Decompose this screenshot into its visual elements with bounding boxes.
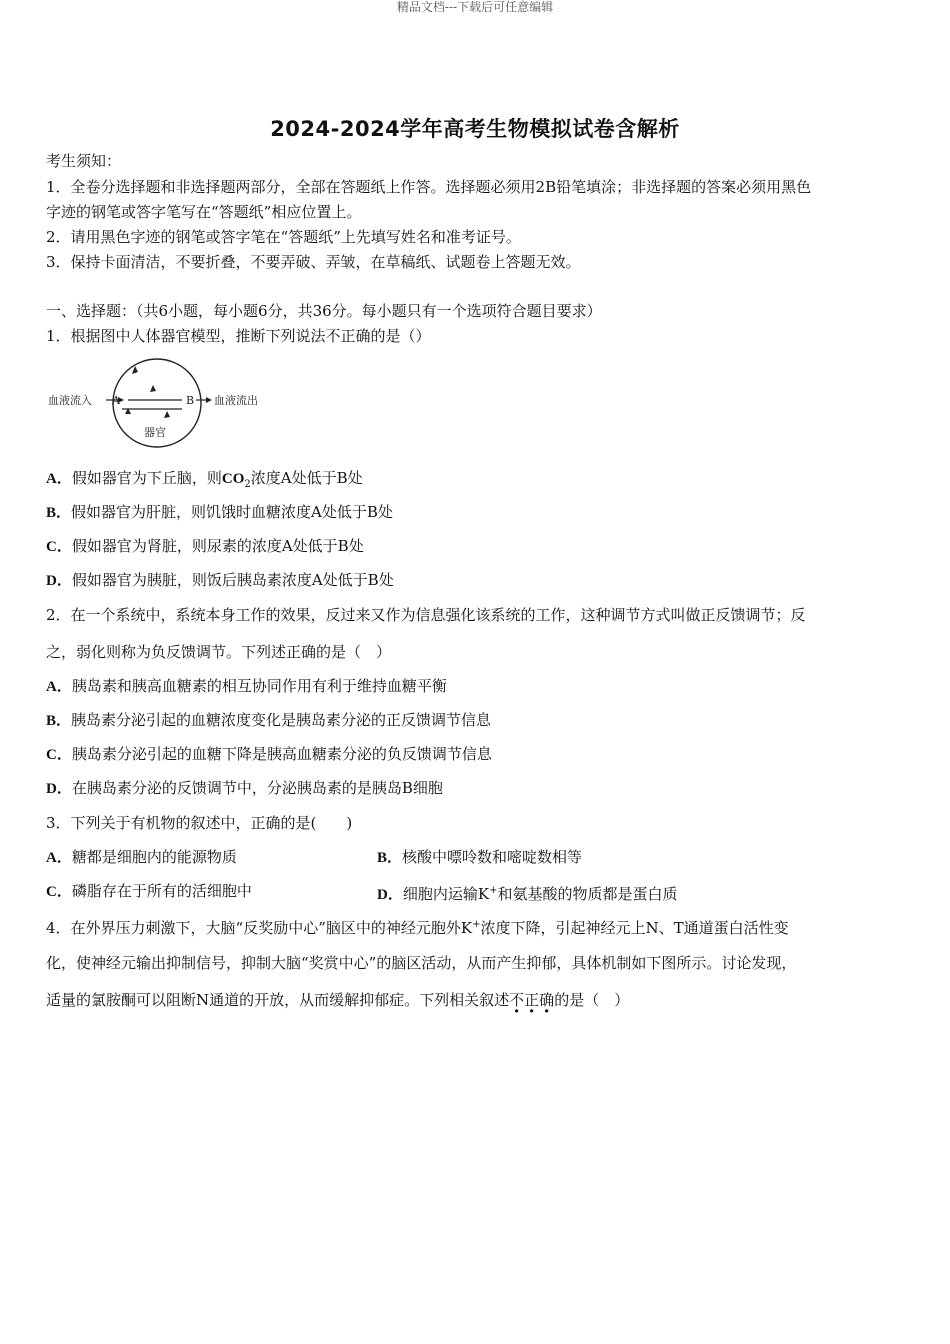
q1-stem: 1．根据图中人体器官模型，推断下列说法不正确的是（） bbox=[46, 327, 431, 345]
q2-option-d: D．在胰岛素分泌的反馈调节中，分泌胰岛素的是胰岛B细胞 bbox=[46, 779, 443, 797]
point-b-label: B bbox=[186, 394, 195, 407]
q1-option-a: A．假如器官为下丘脑，则$CO_2$浓度A处低于B处 bbox=[46, 469, 363, 490]
q3-options-row1 bbox=[46, 847, 906, 868]
q1-option-d: D．假如器官为胰脏，则饭后胰岛素浓度A处低于B处 bbox=[46, 571, 394, 589]
q4-stem-line3: 适量的氯胺酮可以阻断N通道的开放，从而缓解抑郁症。下列相关叙述不正确的是（ ） bbox=[46, 991, 630, 1009]
q4-stem-line1: 4．在外界压力刺激下，大脑“反奖励中心”脑区中的神经元胞外K+浓度下降，引起神经元上N、T通道蛋白活性变 bbox=[46, 919, 789, 937]
q3-stem: 3．下列关于有机物的叙述中，正确的是( ) bbox=[46, 814, 353, 832]
inflow-label: 血液流入 bbox=[48, 394, 92, 407]
q1-option-b: B．假如器官为肝脏，则饥饿时血糖浓度A处低于B处 bbox=[46, 503, 393, 521]
q3-option-d: D．细胞内运输K+和氨基酸的物质都是蛋白质 bbox=[377, 885, 678, 903]
q3-option-b: B．核酸中嘌呤数和嘧啶数相等 bbox=[377, 848, 583, 866]
q4-stem-line2: 化，使神经元输出抑制信号，抑制大脑“奖赏中心”的脑区活动，从而产生抑郁，具体机制如下图所示。讨论发现， bbox=[46, 954, 797, 972]
emphasis-char-1: 不 bbox=[509, 991, 525, 1009]
q2-option-b: B．胰岛素分泌引起的血糖浓度变化是胰岛素分泌的正反馈调节信息 bbox=[46, 711, 492, 729]
outflow-label: 血液流出 bbox=[214, 394, 258, 407]
q2-stem-line1: 2．在一个系统中，系统本身工作的效果，反过来又作为信息强化该系统的工作，这种调节方式叫做正反馈调节；反 bbox=[46, 606, 806, 624]
q2-option-a: A．胰岛素和胰高血糖素的相互协同作用有利于维持血糖平衡 bbox=[46, 677, 447, 695]
q1-organ-figure bbox=[46, 356, 266, 452]
notice-item-1a: 1．全卷分选择题和非选择题两部分，全部在答题纸上作答。选择题必须用2B铅笔填涂；非选择题的答案必须用黑色 bbox=[46, 178, 812, 196]
notice-item-1b: 字迹的钢笔或答字笔写在“答题纸”相应位置上。 bbox=[46, 203, 362, 221]
notice-heading: 考生须知： bbox=[46, 152, 122, 170]
q3-option-a: A．糖都是细胞内的能源物质 bbox=[46, 848, 237, 866]
q3-option-c: C．磷脂存在于所有的活细胞中 bbox=[46, 882, 252, 900]
page-title: 2024-2024学年高考生物模拟试卷含解析 bbox=[270, 117, 680, 141]
notice-item-2: 2．请用黑色字迹的钢笔或答字笔在“答题纸”上先填写姓名和准考证号。 bbox=[46, 228, 521, 246]
organ-label: 器官 bbox=[144, 426, 166, 439]
point-a-label: A bbox=[112, 394, 120, 407]
q3-options-row2 bbox=[46, 881, 906, 902]
emphasis-char-3: 确 bbox=[539, 991, 555, 1009]
section-heading: 一、选择题：（共6小题，每小题6分，共36分。每小题只有一个选项符合题目要求） bbox=[46, 302, 602, 320]
notice-item-3: 3．保持卡面清洁，不要折叠，不要弄破、弄皱，在草稿纸、试题卷上答题无效。 bbox=[46, 253, 581, 271]
q1-option-c: C．假如器官为肾脏，则尿素的浓度A处低于B处 bbox=[46, 537, 364, 555]
page-header: 精品文档---下载后可任意编辑 bbox=[396, 0, 554, 14]
emphasis-char-2: 正 bbox=[524, 991, 540, 1009]
q2-option-c: C．胰岛素分泌引起的血糖下降是胰高血糖素分泌的负反馈调节信息 bbox=[46, 745, 492, 763]
q2-stem-line2: 之，弱化则称为负反馈调节。下列述正确的是（ ） bbox=[46, 643, 392, 661]
